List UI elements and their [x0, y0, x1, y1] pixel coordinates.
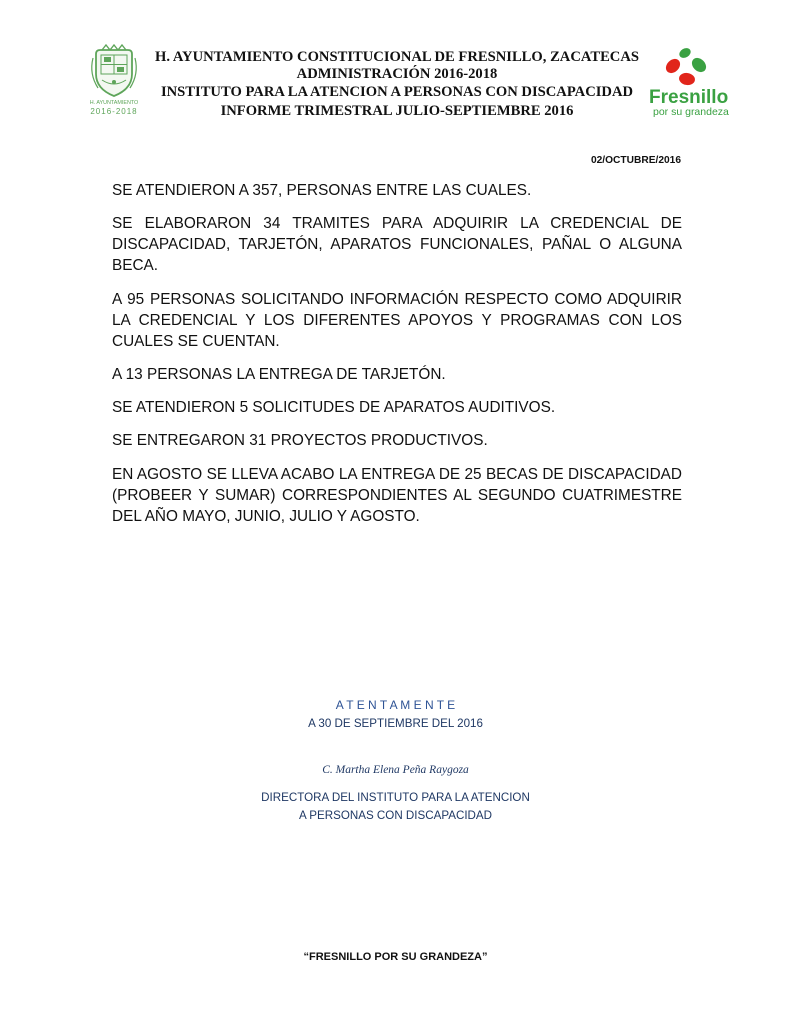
- report-paragraph: SE ENTREGARON 31 PROYECTOS PRODUCTIVOS.: [112, 432, 488, 450]
- seal-caption: H. AYUNTAMIENTO: [89, 100, 139, 106]
- report-paragraph: A 95 PERSONAS SOLICITANDO INFORMACIÓN RESPECTO COMO ADQUIRIR LA CREDENCIAL Y LOS DIFERENTES APOYOS Y PROGRAMAS CON LOS CUALES SE CUENTAN.: [112, 290, 682, 350]
- closing-date: A 30 DE SEPTIEMBRE DEL 2016: [308, 717, 483, 730]
- fresnillo-flower-icon: [664, 46, 708, 88]
- header-institute: INSTITUTO PARA LA ATENCION A PERSONAS CON DISCAPACIDAD: [160, 84, 634, 100]
- signatory-title-line1: DIRECTORA DEL INSTITUTO PARA LA ATENCION: [261, 791, 530, 804]
- seal-years: 2016-2018: [90, 107, 138, 116]
- report-paragraph: SE ATENDIERON A 357, PERSONAS ENTRE LAS CUALES.: [112, 182, 532, 199]
- header-administration: ADMINISTRACIÓN 2016-2018: [296, 66, 498, 82]
- report-paragraph: A 13 PERSONAS LA ENTREGA DE TARJETÓN.: [112, 365, 446, 383]
- signatory-name: C. Martha Elena Peña Raygoza: [322, 764, 469, 776]
- report-paragraph: SE ELABORARON 34 TRAMITES PARA ADQUIRIR LA CREDENCIAL DE DISCAPACIDAD, TARJETÓN, APARATOS FUNCIONALES, PAÑAL O ALGUNA BECA.: [112, 215, 682, 275]
- fresnillo-logo-tagline: por su grandeza: [653, 106, 729, 118]
- header-report-title: INFORME TRIMESTRAL JULIO-SEPTIEMBRE 2016: [220, 103, 574, 119]
- signatory-title-line2: A PERSONAS CON DISCAPACIDAD: [298, 809, 493, 822]
- document-date: 02/OCTUBRE/2016: [590, 155, 681, 166]
- footer-motto: “FRESNILLO POR SU GRANDEZA”: [303, 951, 488, 963]
- report-paragraph: SE ATENDIERON 5 SOLICITUDES DE APARATOS AUDITIVOS.: [112, 399, 556, 417]
- closing-salutation: A T E N T A M E N T E: [335, 698, 456, 712]
- fresnillo-logo-name: Fresnillo: [649, 87, 729, 108]
- header-municipality: H. AYUNTAMIENTO CONSTITUCIONAL DE FRESNILLO, ZACATECAS: [155, 49, 639, 65]
- report-paragraph: EN AGOSTO SE LLEVA ACABO LA ENTREGA DE 25 BECAS DE DISCAPACIDAD (PROBEER Y SUMAR) CORRESPONDIENTES AL SEGUNDO CUATRIMESTRE DEL AÑO MAYO, JUNIO, JULIO Y AGOSTO.: [112, 465, 682, 525]
- report-body: [112, 180, 682, 539]
